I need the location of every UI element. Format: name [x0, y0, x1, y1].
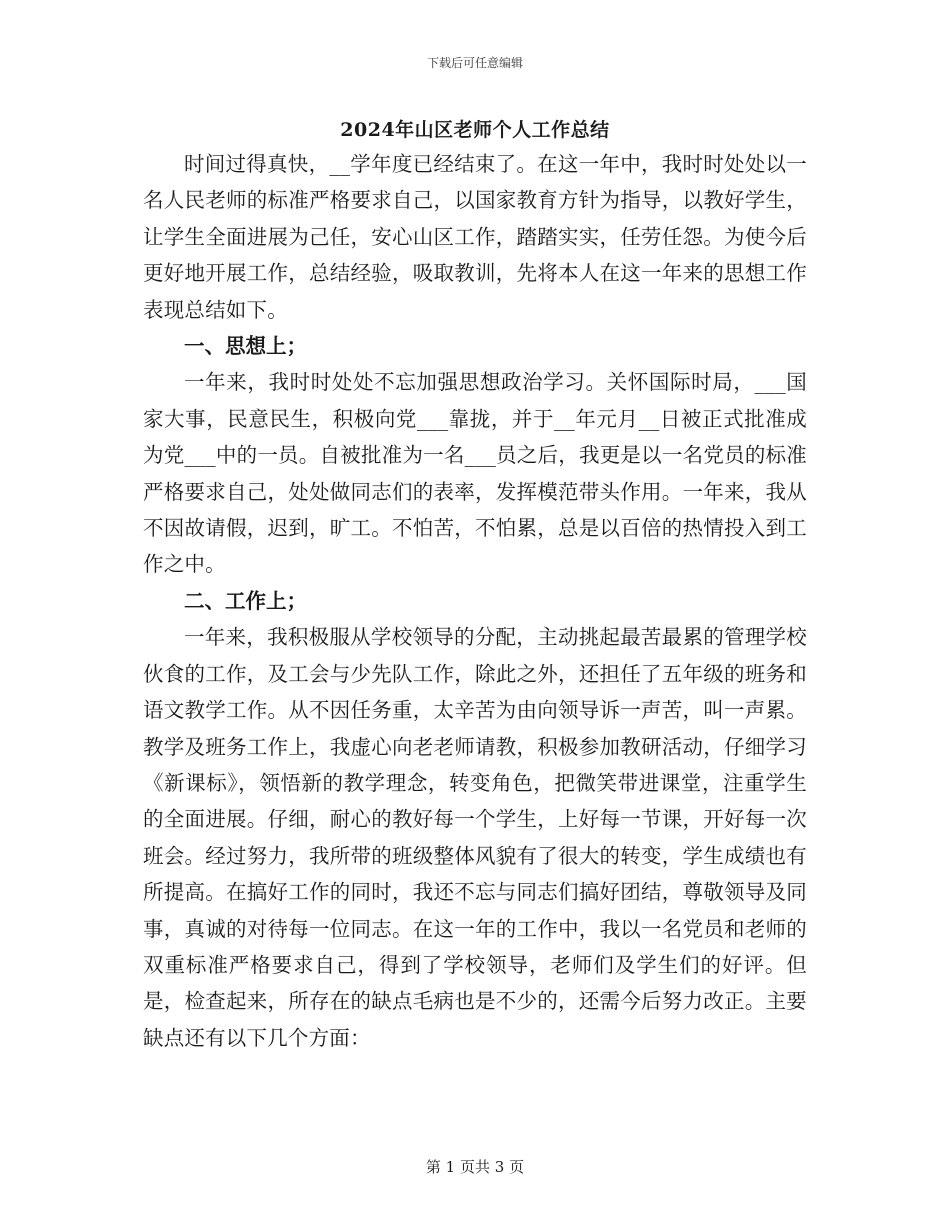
ideology-paragraph: 一年来，我时时处处不忘加强思想政治学习。关怀国际时局，___国家大事，民意民生，积极向党___靠拢，并于__年元月__日被正式批准成为党___中的一员。自被批准为一名___员之后，我更是以一名党员的标准严格要求自己，处处做同志们的表率，发挥模范带头作用。一年来，我从不因故请假，迟到，旷工。不怕苦，不怕累，总是以百倍的热情投入到工作之中。	[143, 370, 807, 577]
document-body	[143, 146, 807, 1056]
header-note: 下载后可任意编辑	[426, 56, 523, 70]
document-title: 2024年山区老师个人工作总结	[340, 119, 610, 141]
work-paragraph: 一年来，我积极服从学校领导的分配，主动挑起最苦最累的管理学校伙食的工作，及工会与少先队工作，除此之外，还担任了五年级的班务和语文教学工作。从不因任务重，太辛苦为由向领导诉一声苦，叫一声累。教学及班务工作上，我虚心向老老师请教，积极参加教研活动，仔细学习《新课标》，领悟新的教学理念，转变角色，把微笑带进课堂，注重学生的全面进展。仔细，耐心的教好每一个学生，上好每一节课，开好每一次班会。经过努力，我所带的班级整体风貌有了很大的转变，学生成绩也有所提高。在搞好工作的同时，我还不忘与同志们搞好团结，尊敬领导及同事，真诚的对待每一位同志。在这一年的工作中，我以一名党员和老师的双重标准严格要求自己，得到了学校领导，老师们及学生们的好评。但是，检查起来，所存在的缺点毛病也是不少的，还需今后努力改正。主要缺点还有以下几个方面：	[143, 625, 807, 1050]
section-heading-work: 二、工作上；	[184, 588, 307, 613]
section-heading-ideology: 一、思想上；	[184, 334, 307, 359]
page-number: 第 1 页共 3 页	[425, 1158, 525, 1176]
intro-paragraph: 时间过得真快，__学年度已经结束了。在这一年中，我时时处处以一名人民老师的标准严格要求自己，以国家教育方针为指导，以教好学生，让学生全面进展为己任，安心山区工作，踏踏实实，任劳任怨。为使今后更好地开展工作，总结经验，吸取教训，先将本人在这一年来的思想工作表现总结如下。	[143, 152, 807, 322]
